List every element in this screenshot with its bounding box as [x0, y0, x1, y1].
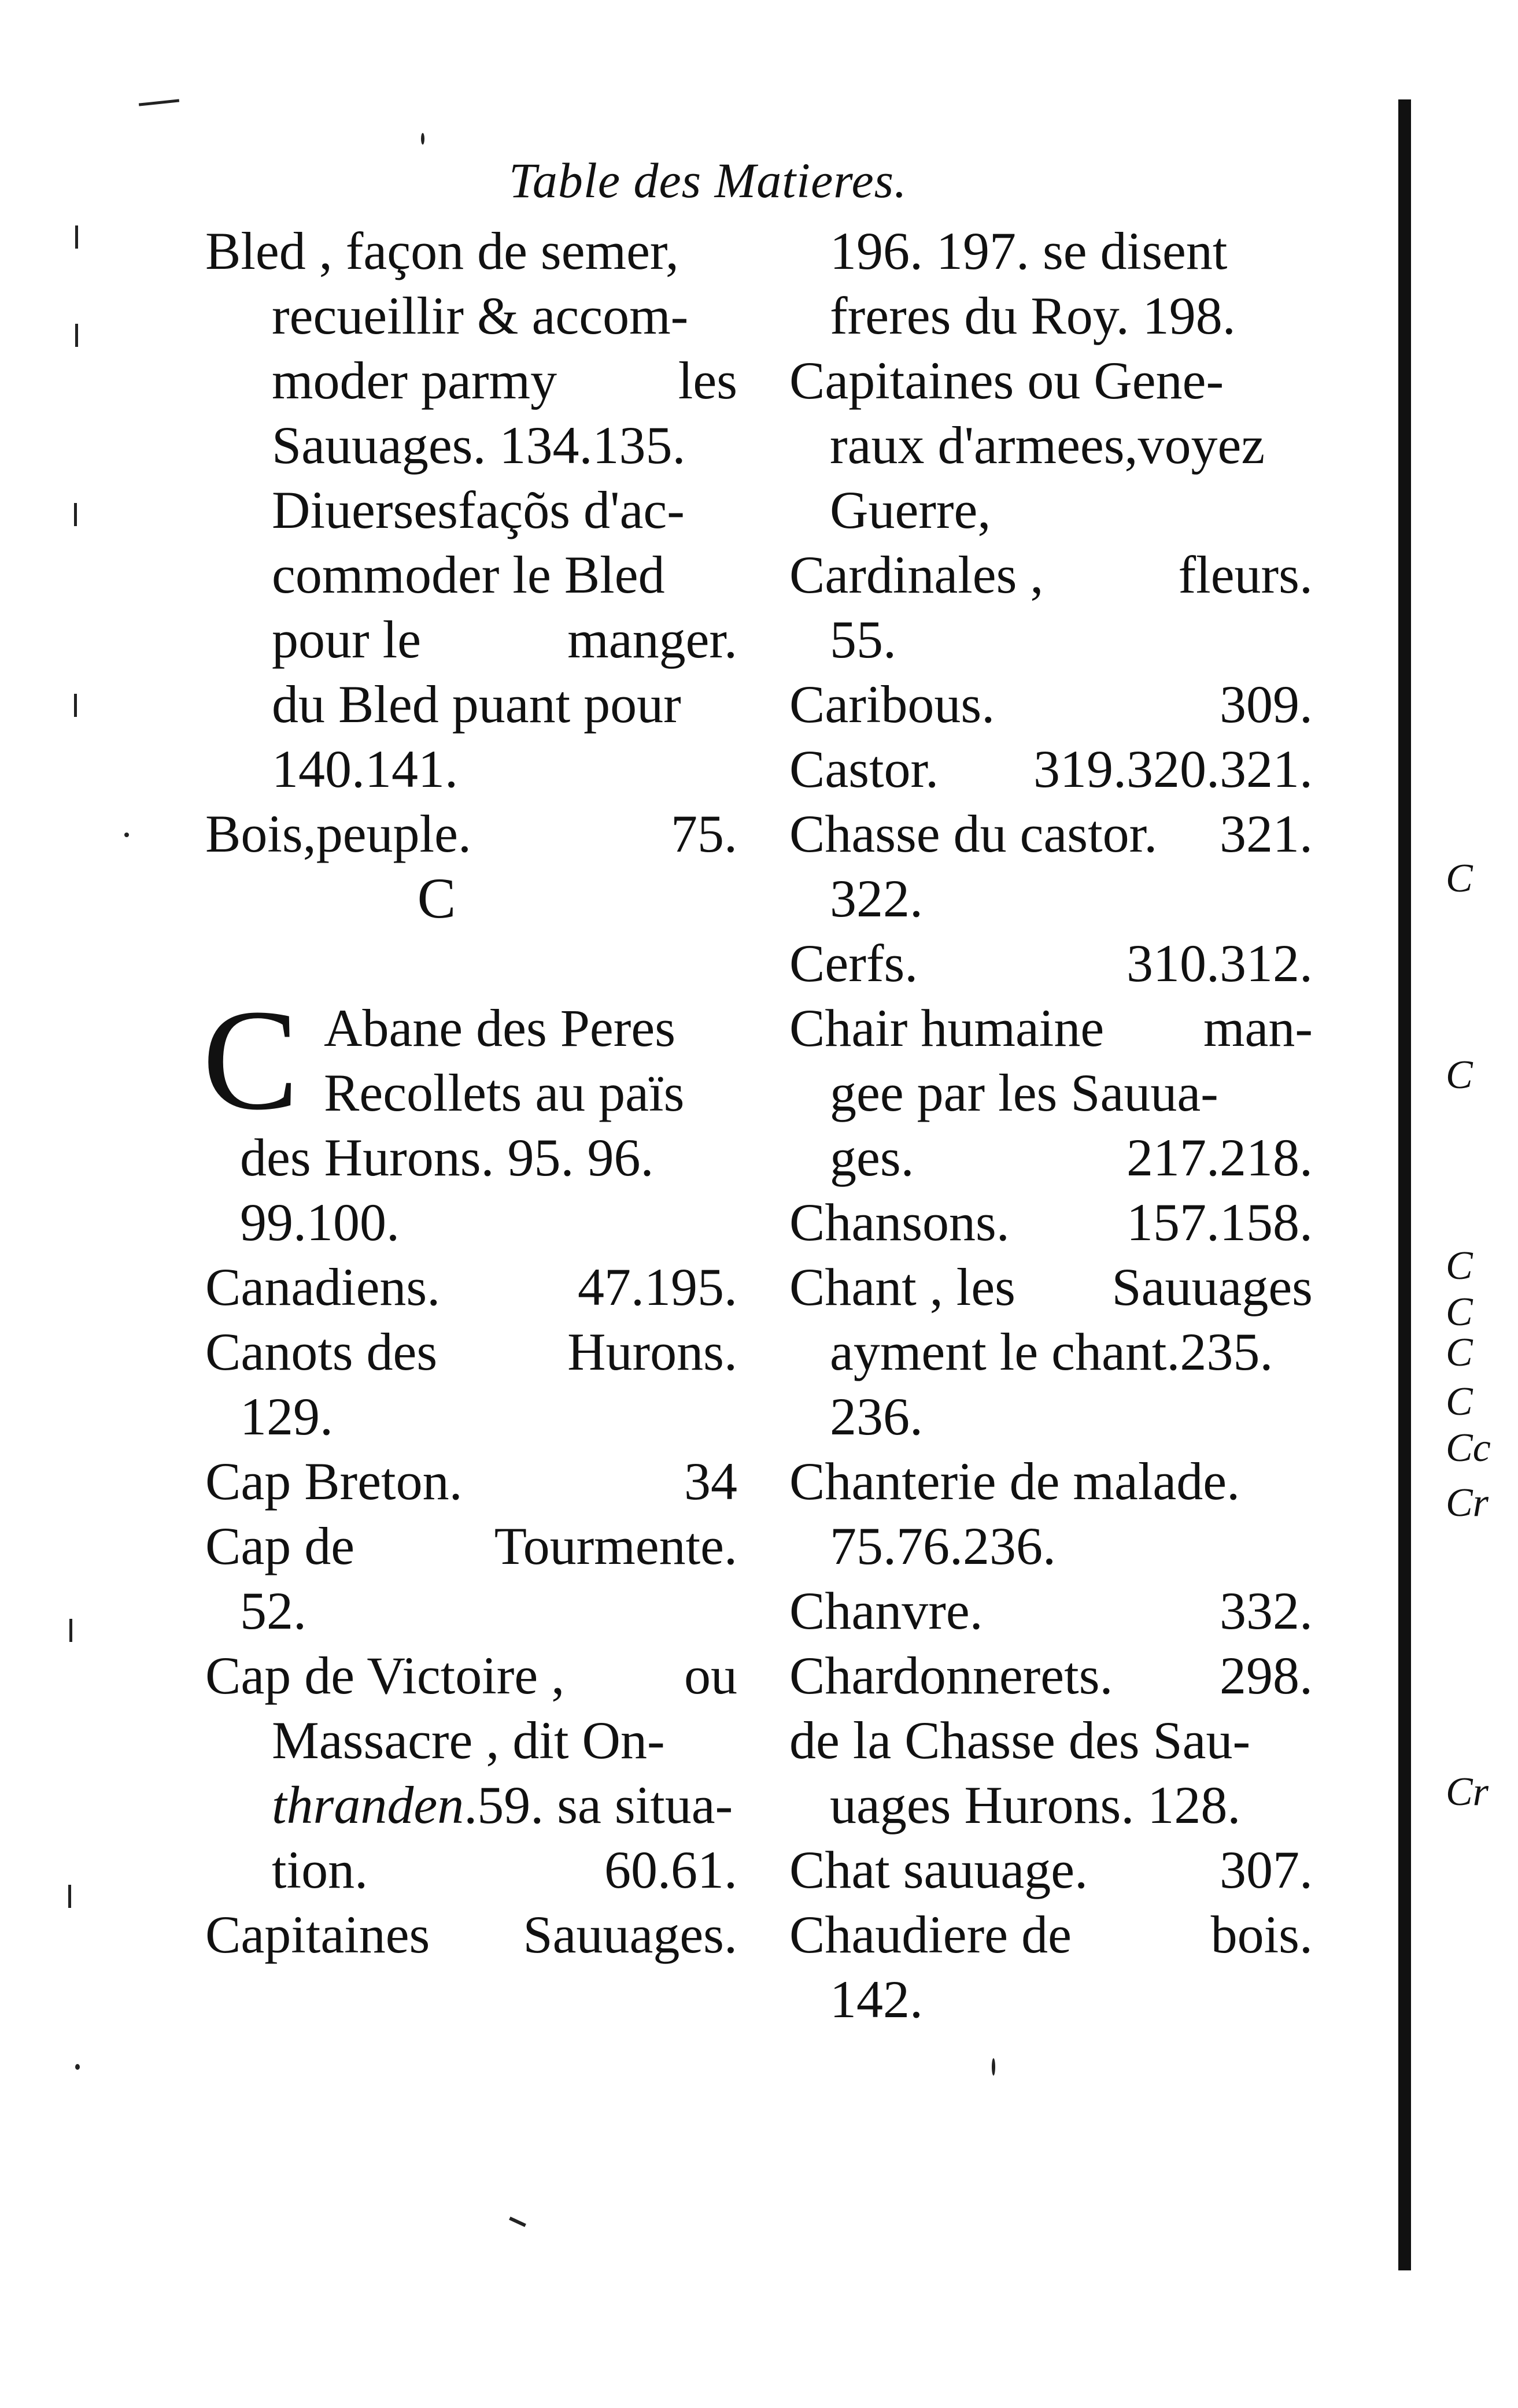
- scan-mark: [75, 324, 78, 347]
- index-line: [205, 1837, 737, 1902]
- index-reference: manger.: [567, 610, 737, 669]
- index-line: [205, 1319, 737, 1384]
- edge-letter-fragment: C: [1446, 1053, 1473, 1097]
- index-term: Chanvre.: [789, 1581, 983, 1640]
- index-line: Recollets au païs: [324, 1063, 685, 1122]
- index-reference: Tourmente.: [494, 1516, 737, 1575]
- index-line: du Bled puant pour: [272, 675, 681, 734]
- index-line: [205, 1255, 737, 1319]
- scan-mark: [74, 503, 77, 526]
- index-line: gee par les Sauua-: [830, 1063, 1218, 1122]
- index-term: Chair humaine: [789, 998, 1105, 1057]
- index-line: [205, 1514, 737, 1578]
- index-column-left: [202, 219, 737, 1967]
- page-title: Table des Matieres.: [509, 153, 907, 208]
- index-line: freres du Roy. 198.: [830, 286, 1236, 345]
- edge-letter-fragment: Cr: [1446, 1481, 1489, 1525]
- index-reference: 298.: [1220, 1646, 1313, 1705]
- index-line: [789, 542, 1313, 607]
- index-line: [789, 1643, 1313, 1708]
- index-line: des Hurons. 95. 96.: [240, 1128, 654, 1187]
- index-reference: Hurons.: [567, 1322, 737, 1381]
- index-line: [789, 1255, 1313, 1319]
- index-term: Bled , façon de semer,: [205, 221, 679, 280]
- index-line: Massacre , dit On-: [272, 1711, 665, 1770]
- index-line: [789, 931, 1313, 996]
- index-term: moder parmy: [272, 351, 557, 410]
- scan-mark: [74, 694, 77, 717]
- index-term: tion.: [272, 1840, 368, 1899]
- index-line: Diuersesfaçõs d'ac-: [272, 480, 685, 539]
- index-reference: 332.: [1220, 1581, 1313, 1640]
- index-line: 142.: [830, 1970, 923, 2029]
- index-term: Canadiens.: [205, 1257, 441, 1316]
- index-line: raux d'armees,voyez: [830, 416, 1265, 475]
- index-line: Guerre,: [830, 480, 991, 539]
- drop-cap-initial: C: [202, 980, 299, 1140]
- scan-speck: [992, 2058, 995, 2076]
- edge-letter-fragment: C: [1446, 1244, 1473, 1288]
- index-term: Cap de Victoire ,: [205, 1646, 565, 1705]
- index-line: [789, 737, 1313, 801]
- index-line: [789, 1902, 1313, 1967]
- index-term: Abane des Peres: [324, 998, 676, 1057]
- scan-speck: [75, 2064, 80, 2070]
- index-line: [205, 1643, 737, 1708]
- index-reference: man-: [1203, 998, 1313, 1057]
- index-line: 196. 197. se disent: [830, 221, 1228, 280]
- index-reference: 307.: [1220, 1840, 1313, 1899]
- index-line: [789, 672, 1313, 737]
- index-reference: 157.158.: [1127, 1193, 1313, 1252]
- index-line: 52.: [240, 1581, 306, 1640]
- index-line: 129.: [240, 1387, 333, 1446]
- index-line: 236.: [830, 1387, 923, 1446]
- scan-mark: [509, 2217, 526, 2227]
- index-line: 75.76.236.: [830, 1516, 1056, 1575]
- index-line: 140.141.: [272, 739, 458, 798]
- index-term: Chaudiere de: [789, 1905, 1072, 1964]
- index-term: Chant , les: [789, 1257, 1015, 1316]
- index-line: Sauuages. 134.135.: [272, 416, 686, 475]
- index-line: [205, 219, 737, 283]
- scan-mark: [75, 225, 78, 249]
- index-term: Canots des: [205, 1322, 438, 1381]
- index-term: Castor.: [789, 739, 939, 798]
- index-line: [205, 1773, 737, 1837]
- index-line: [789, 801, 1313, 866]
- index-line: [205, 1902, 737, 1967]
- index-line: [789, 1190, 1313, 1255]
- edge-letter-fragment: C: [1446, 1290, 1473, 1334]
- index-reference: fleurs.: [1178, 545, 1313, 604]
- index-reference: bois.: [1210, 1905, 1313, 1964]
- index-line: ayment le chant.235.: [830, 1322, 1273, 1381]
- scan-mark: [139, 99, 179, 106]
- scan-speck: [421, 133, 424, 145]
- index-line: 55.: [830, 610, 896, 669]
- index-reference: 309.: [1220, 675, 1313, 734]
- index-line: [205, 607, 737, 672]
- index-term: ges.: [830, 1128, 914, 1187]
- index-term: Chardonnerets.: [789, 1646, 1113, 1705]
- scan-speck: [124, 833, 129, 837]
- index-term: Chat sauuage.: [789, 1840, 1088, 1899]
- index-reference: Sauuages.: [523, 1905, 737, 1964]
- index-column-right: [789, 219, 1313, 2032]
- edge-letter-fragment: C: [1446, 1330, 1473, 1375]
- index-line: [205, 348, 737, 413]
- index-line: uages Hurons. 128.: [830, 1776, 1241, 1834]
- index-text: .59. sa situa-: [464, 1776, 733, 1834]
- index-term: Cap Breton.: [205, 1452, 463, 1511]
- section-letter: C: [417, 866, 456, 930]
- index-line: [789, 1578, 1313, 1643]
- index-term: Capitaines: [205, 1905, 430, 1964]
- index-term: Cerfs.: [789, 934, 918, 993]
- index-line: Capitaines ou Gene-: [789, 351, 1224, 410]
- index-line: [205, 1449, 737, 1514]
- index-term: Cap de: [205, 1516, 355, 1575]
- index-term: Chasse du castor.: [789, 804, 1158, 863]
- index-reference: 310.312.: [1127, 934, 1313, 993]
- index-line: 99.100.: [240, 1193, 400, 1252]
- index-line: [789, 1837, 1313, 1902]
- scan-mark: [69, 1619, 72, 1642]
- index-line: [789, 1125, 1313, 1190]
- index-line: 322.: [830, 869, 923, 928]
- index-reference: 75.: [671, 804, 737, 863]
- index-reference: 34: [684, 1452, 737, 1511]
- index-line: [205, 801, 737, 866]
- index-term: Bois,peuple.: [205, 804, 471, 863]
- index-reference: les: [678, 351, 737, 410]
- edge-letter-fragment: C: [1446, 1379, 1473, 1424]
- index-term: Chansons.: [789, 1193, 1010, 1252]
- index-reference: 319.320.321.: [1033, 739, 1313, 798]
- index-line: Chanterie de malade.: [789, 1452, 1240, 1511]
- index-reference: 321.: [1220, 804, 1313, 863]
- page-gutter-bar: [1398, 99, 1411, 2270]
- index-term: Caribous.: [789, 675, 995, 734]
- index-reference: ou: [684, 1646, 737, 1705]
- edge-letter-fragment: Cr: [1446, 1770, 1489, 1814]
- index-line: commoder le Bled: [272, 545, 665, 604]
- index-line: [789, 996, 1313, 1060]
- index-term: pour le: [272, 610, 422, 669]
- edge-letter-fragment: Cc: [1446, 1426, 1491, 1470]
- edge-letter-fragment: C: [1446, 856, 1473, 901]
- index-reference: Sauuages: [1111, 1257, 1313, 1316]
- index-line: recueillir & accom-: [272, 286, 689, 345]
- scan-mark: [68, 1885, 71, 1908]
- index-reference: 60.61.: [604, 1840, 737, 1899]
- index-reference: 47.195.: [578, 1257, 737, 1316]
- italic-term: thranden: [272, 1776, 464, 1834]
- index-line: de la Chasse des Sau-: [789, 1711, 1251, 1770]
- index-reference: 217.218.: [1127, 1128, 1313, 1187]
- index-term: Cardinales ,: [789, 545, 1044, 604]
